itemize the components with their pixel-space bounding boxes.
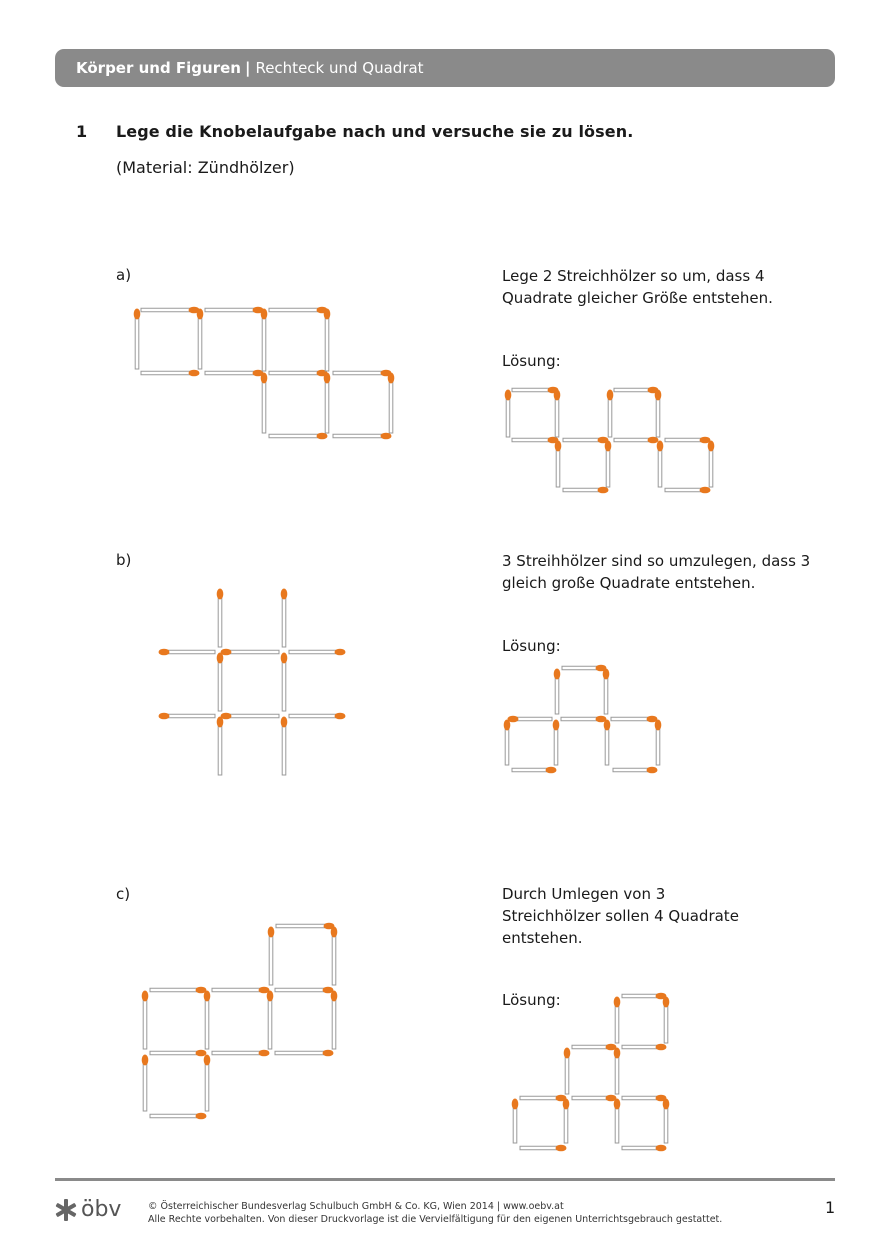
matchstick [665,487,711,494]
matchstick [275,987,334,994]
matchstick [221,713,280,720]
matchstick [611,716,658,723]
matchstick [657,441,664,488]
puzzle-c-solution [512,993,670,1152]
matchstick [614,437,659,444]
matchstick [269,433,328,440]
matchstick [281,653,288,712]
matchstick [561,716,607,723]
matchstick [324,309,331,372]
matchstick [261,309,268,372]
part-b-instruction-line1: 3 Streihhölzer sind so umzulegen, dass 3 [502,552,811,570]
part-a-solution-label: Lösung: [502,352,561,370]
publisher-logo-icon [55,1199,77,1221]
matchstick [142,991,149,1050]
matchstick [221,649,280,656]
matchstick [622,1044,667,1051]
matchstick [504,720,511,766]
puzzle-b-solution [504,665,662,774]
matchstick [572,1095,617,1102]
puzzle-c-figure [142,923,338,1120]
matchstick [655,720,662,766]
puzzle-a-solution [505,387,715,494]
matchstick [622,1095,667,1102]
part-b-instruction-line2: gleich große Quadrate entstehen. [502,574,756,592]
matchstick [269,370,328,377]
matchstick [324,373,331,434]
part-c-solution-label: Lösung: [502,991,561,1009]
matchstick [268,927,275,986]
part-c-instruction-line3: entstehen. [502,929,583,947]
matchstick [553,720,560,766]
matchstick [261,373,268,434]
matchstick [505,390,512,438]
matchstick [331,927,338,986]
part-c-instruction-line2: Streichhölzer sollen 4 Quadrate [502,907,739,925]
matchstick [204,1055,211,1112]
footer-logo [55,1197,121,1222]
task-title: Lege die Knobelaufgabe nach und versuche sie zu lösen. [116,122,634,141]
matchstick [562,665,607,672]
header-title-bold: Körper und Figuren [76,59,241,77]
matchstick [607,390,614,438]
footer-divider [55,1178,835,1181]
matchstick [267,991,274,1050]
matchstick [141,307,200,314]
matchstick [212,1050,270,1057]
matchstick [603,669,610,715]
task-number: 1 [76,122,88,141]
part-a-label: a) [116,266,132,284]
matchstick [159,713,216,720]
matchstick [564,1048,571,1095]
part-b-solution-label: Lösung: [502,637,561,655]
matchstick [204,991,211,1050]
header-title-rest: Rechteck und Quadrat [255,59,424,77]
matchstick [275,1050,334,1057]
matchstick [554,669,561,715]
matchstick [512,1099,519,1144]
matchstick [614,1048,621,1095]
matchstick [150,1113,207,1120]
matchstick [555,441,562,488]
matchstick [150,987,207,994]
matchstick [159,649,216,656]
matchstick [217,717,224,776]
matchstick [614,997,621,1044]
copyright-line2: Alle Rechte vorbehalten. Von dieser Druckvorlage ist die Vervielfältigung für den eigenen Unterrichtsgebrauch gestattet. [148,1214,723,1225]
part-c-instruction-line1: Durch Umlegen von 3 [502,885,666,903]
matchstick [142,1055,149,1112]
matchstick [197,309,204,370]
matchstick [331,991,338,1050]
matchstick [205,307,264,314]
matchstick [655,390,662,438]
matchstick [205,370,264,377]
matchstick [520,1095,567,1102]
matchstick [622,1145,667,1152]
publisher-brand: öbv [81,1197,122,1222]
footer-copyright [148,1200,722,1226]
matchstick [520,1145,567,1152]
matchstick [150,1050,207,1057]
matchstick [613,767,658,774]
matchstick [622,993,667,1000]
matchstick [572,1044,617,1051]
part-a-instruction-line2: Quadrate gleicher Größe entstehen. [502,289,773,307]
matchstick [281,717,288,776]
matchstick [663,997,670,1044]
matchstick [134,309,141,370]
matchstick [217,653,224,712]
part-b-label: b) [116,551,132,569]
matchstick [276,923,335,930]
matchstick [333,370,392,377]
matchstick [281,589,288,648]
matchstick [388,373,395,434]
matchstick [563,1099,570,1144]
matchstick [508,716,553,723]
matchstick [554,390,561,438]
matchstick [289,713,346,720]
matchstick [665,437,711,444]
part-a-instruction-line1: Lege 2 Streichhölzer so um, dass 4 [502,267,765,285]
matchstick [708,441,715,488]
matchstick [212,987,270,994]
page-number: 1 [825,1198,836,1217]
header-separator: | [244,59,251,77]
matchstick [289,649,346,656]
matchstick [663,1099,670,1144]
matchstick [512,437,559,444]
puzzle-b-figure [159,589,346,776]
part-c-label: c) [116,885,131,903]
matchstick [217,589,224,648]
puzzle-a-figure [134,307,395,440]
matchstick [614,1099,621,1144]
copyright-line1[interactable]: © Österreichischer Bundesverlag Schulbuch GmbH & Co. KG, Wien 2014 | www.oebv.at [148,1201,564,1212]
matchstick [604,720,611,766]
matchstick [512,387,559,394]
matchstick [605,441,612,488]
matchstick [269,307,328,314]
matchstick [333,433,392,440]
task-material: (Material: Zündhölzer) [116,158,295,177]
matchstick [141,370,200,377]
matchstick [563,487,609,494]
matchstick [512,767,557,774]
matchstick [614,387,659,394]
matchstick [563,437,609,444]
